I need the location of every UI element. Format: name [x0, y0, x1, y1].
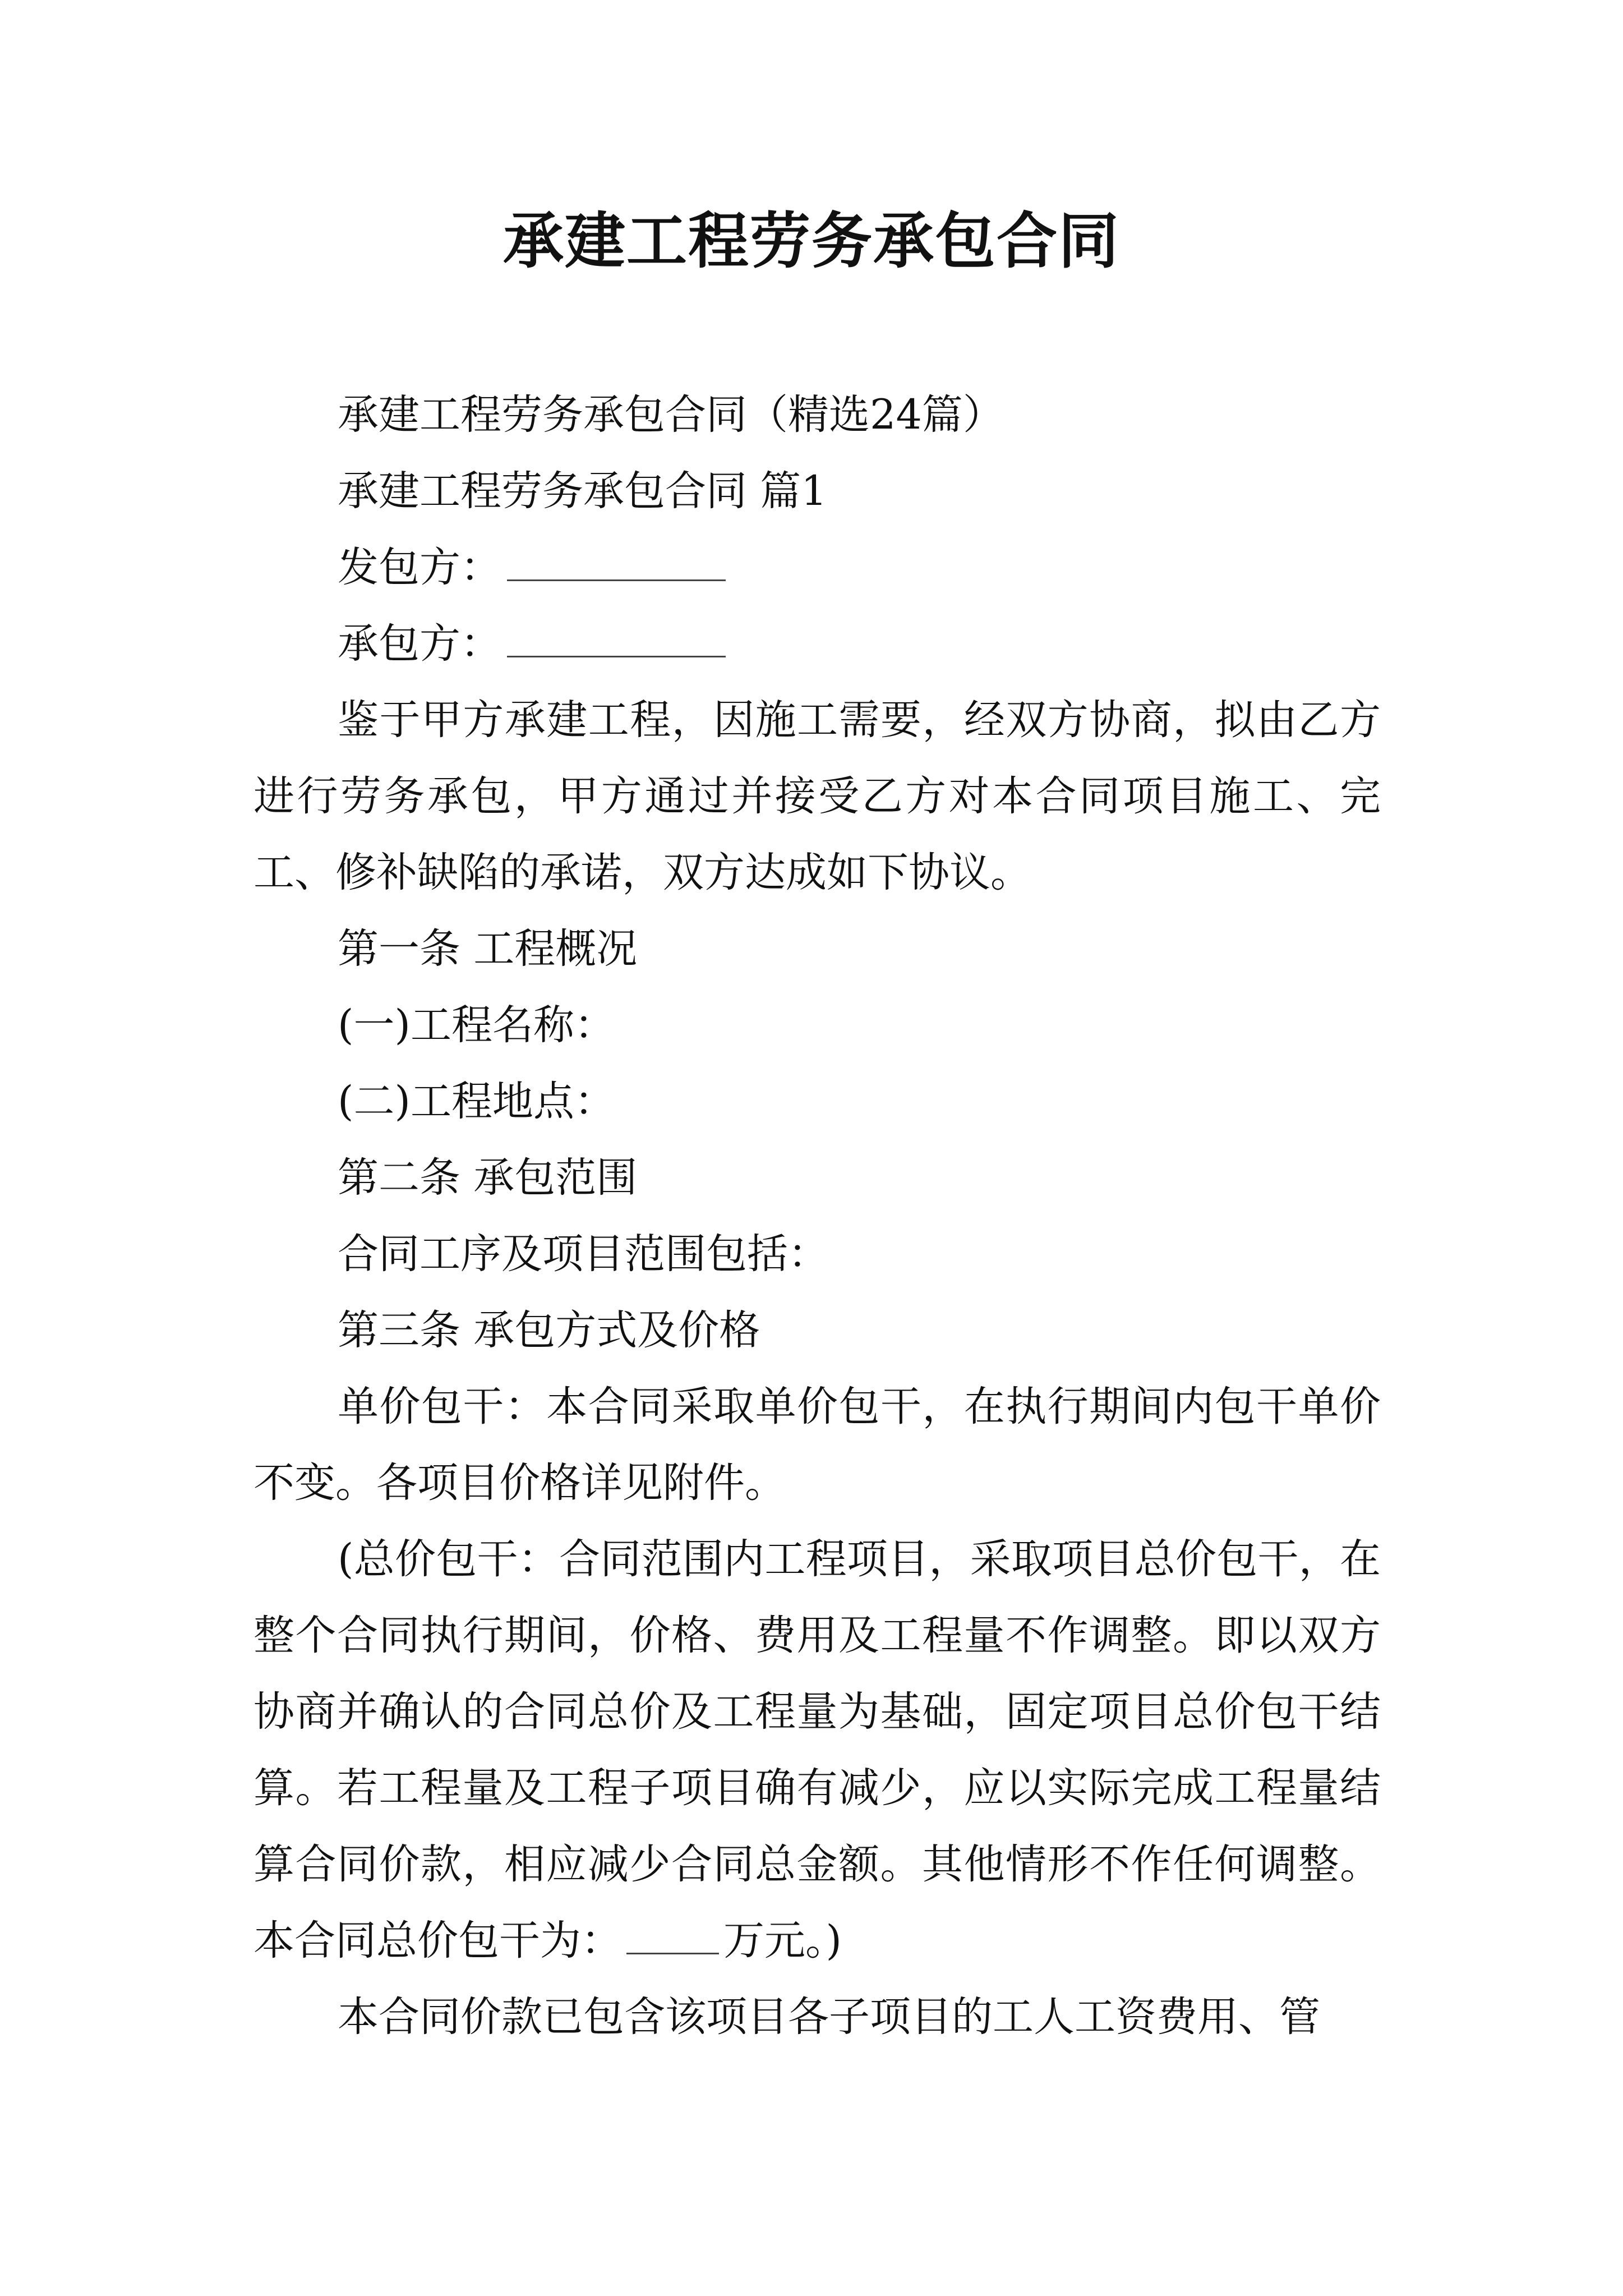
article-3-heading: 第三条 承包方式及价格 [338, 1306, 760, 1354]
employer-label: 发包方： [338, 544, 501, 591]
scope-text: 合同工序及项目范围包括： [338, 1230, 829, 1278]
article-1-heading: 第一条 工程概况 [338, 925, 638, 973]
document-body [253, 377, 1381, 2055]
paragraph-contractor [253, 606, 1381, 682]
price-inclusion-clause: 本合同价款已包含该项目各子项目的工人工资费用、管 [338, 1993, 1320, 2041]
article-2-heading: 第二条 承包范围 [338, 1154, 638, 1202]
lump-sum-unit: 万元。) [723, 1917, 842, 1964]
paragraph-preamble: 鉴于甲方承建工程，因施工需要，经双方协商，拟由乙方进行劳务承包，甲方通过并接受乙方对本合同项目施工、完工、修补缺陷的承诺，双方达成如下协议。 [253, 696, 1381, 896]
unit-price-clause: 单价包干：本合同采取单价包干，在执行期间内包干单价不变。各项目价格详见附件。 [253, 1383, 1381, 1507]
lump-sum-clause [253, 1521, 1381, 1979]
lump-sum-text: (总价包干：合同范围内工程项目，采取项目总价包干，在整个合同执行期间，价格、费用及工程量不作调整。即以双方协商并确认的合同总价及工程量为基础，固定项目总价包干结算。若工程量及工程子项目确有减少，应以实际完成工程量结算合同价款，相应减少合同总金额。其他情形不作任何调整。本合同总价包干为： [253, 1535, 1381, 1964]
amount-blank [626, 1906, 719, 1954]
paragraph-section-heading: 承建工程劳务承包合同 篇1 [338, 467, 827, 515]
contractor-label: 承包方： [338, 620, 501, 668]
contractor-blank [507, 609, 726, 657]
paragraph-employer [253, 530, 1381, 606]
project-name: (一)工程名称： [338, 1001, 615, 1049]
employer-blank [507, 532, 726, 581]
project-location: (二)工程地点： [338, 1078, 615, 1125]
paragraph-subtitle: 承建工程劳务承包合同（精选24篇） [338, 391, 1004, 439]
document-title: 承建工程劳务承包合同 [502, 206, 1120, 277]
